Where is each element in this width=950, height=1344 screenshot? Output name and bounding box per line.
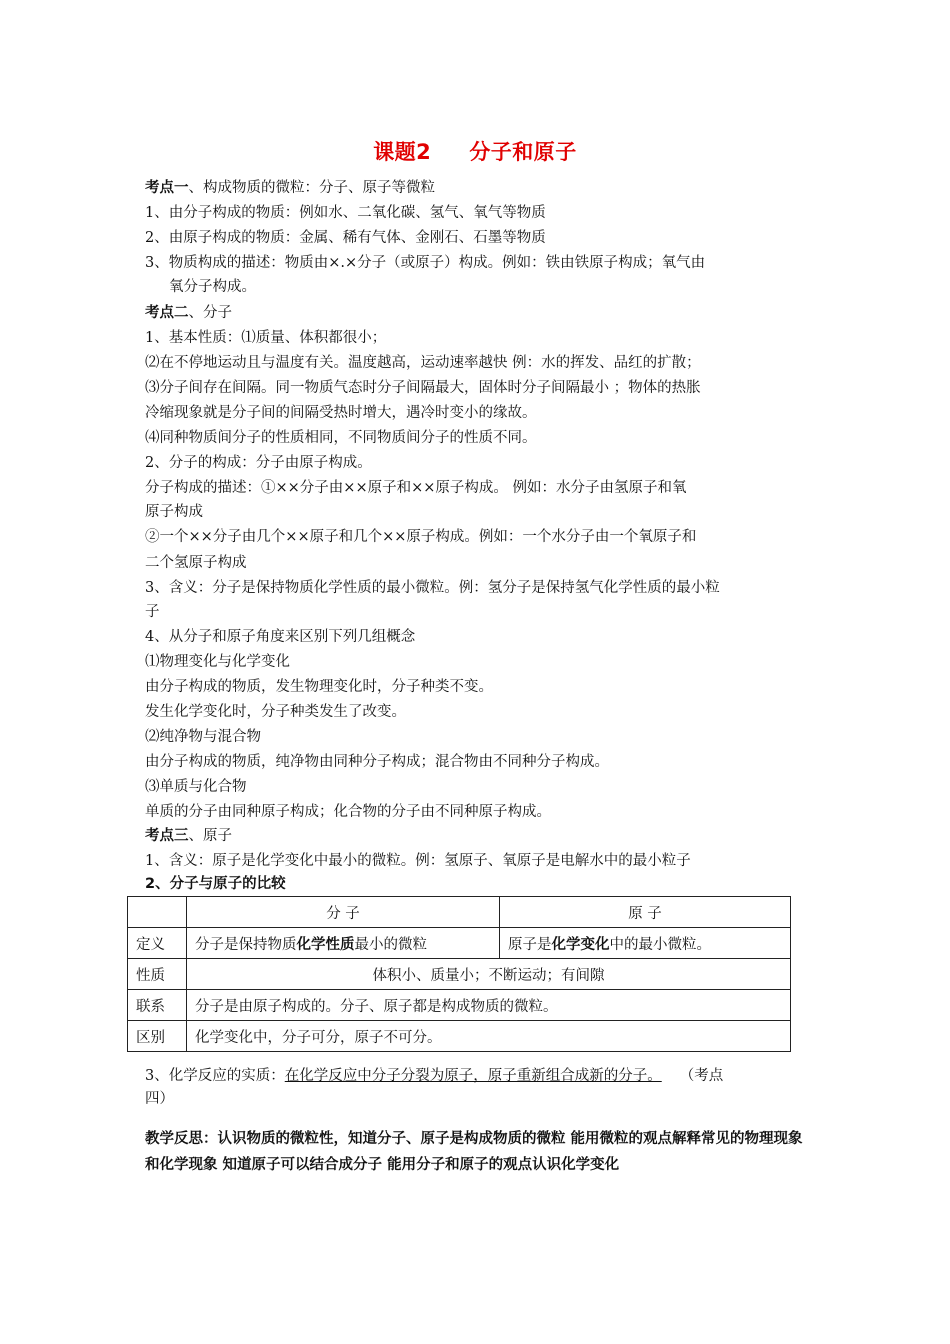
s1-line3b: 氧分子构成。 [169, 279, 256, 295]
table-header-row [128, 897, 791, 928]
title-lesson: 课题2 [373, 140, 432, 164]
relation-text: 分子是由原子构成的。分子、原子都是构成物质的微粒。 [187, 990, 791, 1021]
s2-line5: ⑷同种物质间分子的性质相同，不同物质间分子的性质不同。 [145, 430, 537, 446]
s3-line1: 1、含义：原子是化学变化中最小的微粒。例：氢原子、氧原子是电解水中的最小粒子 [145, 853, 691, 869]
s2-line12: 子 [145, 604, 160, 620]
s2-line1: 1、基本性质：⑴质量、体积都很小； [145, 330, 387, 346]
header-molecule: 分 子 [187, 897, 500, 928]
s2-line6: 2、分子的构成：分子由原子构成。 [145, 455, 372, 471]
s2-line19: ⑶单质与化合物 [145, 779, 247, 795]
s2-line7: 分子构成的描述：①××分子由××原子和××原子构成。 例如：水分子由氢原子和氧 [145, 480, 687, 496]
table-row [128, 1021, 791, 1052]
table-corner-cell [128, 897, 187, 928]
definition-atom: 原子是化学变化中的最小微粒。 [500, 928, 791, 959]
header-atom: 原 子 [500, 897, 791, 928]
definition-molecule: 分子是保持物质化学性质最小的微粒 [187, 928, 500, 959]
page-title [0, 136, 950, 166]
s2-line17: ⑵纯净物与混合物 [145, 729, 261, 745]
s2-line20: 单质的分子由同种原子构成；化合物的分子由不同种原子构成。 [145, 804, 551, 820]
reaction-essence-line: 3、化学反应的实质：在化学反应中分子分裂为原子，原子重新组合成新的分子。 （考点 [145, 1068, 724, 1084]
s3-line2: 2、分子与原子的比较 [145, 876, 286, 892]
s1-line1: 1、由分子构成的物质：例如水、二氧化碳、氢气、氧气等物质 [145, 205, 546, 221]
s2-line13: 4、从分子和原子角度来区别下列几组概念 [145, 629, 416, 645]
comparison-table [127, 896, 791, 1052]
title-topic: 分子和原子 [469, 140, 577, 164]
row-label-definition: 定义 [128, 928, 187, 959]
s2-line4: 冷缩现象就是分子间的间隔受热时增大，遇冷时变小的缘故。 [145, 405, 537, 421]
table-row [128, 990, 791, 1021]
s2-line11: 3、含义：分子是保持物质化学性质的最小微粒。例：氢分子是保持氢气化学性质的最小粒 [145, 580, 720, 596]
s2-line9: ②一个××分子由几个××原子和几个××原子构成。例如：一个水分子由一个氧原子和 [145, 529, 697, 545]
s2-line16: 发生化学变化时，分子种类发生了改变。 [145, 704, 406, 720]
reaction-essence-line2: 四） [145, 1091, 174, 1107]
s2-line15: 由分子构成的物质，发生物理变化时，分子种类不变。 [145, 679, 493, 695]
teaching-reflection: 教学反思：认识物质的微粒性，知道分子、原子是构成物质的微粒 能用微粒的观点解释常见的物理现象和化学现象 知道原子可以结合成分子 能用分子和原子的观点认识化学变化 [145, 1131, 803, 1173]
s2-line10: 二个氢原子构成 [145, 555, 247, 571]
section2-heading: 考点二、分子 [145, 305, 232, 321]
s2-line18: 由分子构成的物质，纯净物由同种分子构成；混合物由不同种分子构成。 [145, 754, 609, 770]
s2-line14: ⑴物理变化与化学变化 [145, 654, 290, 670]
table-row [128, 928, 791, 959]
section3-heading: 考点三、原子 [145, 828, 232, 844]
row-label-relation: 联系 [128, 990, 187, 1021]
property-text: 体积小、质量小；不断运动；有间隙 [187, 959, 791, 990]
section1-heading: 考点一、构成物质的微粒：分子、原子等微粒 [145, 180, 435, 196]
table-row [128, 959, 791, 990]
row-label-difference: 区别 [128, 1021, 187, 1052]
row-label-property: 性质 [128, 959, 187, 990]
difference-text: 化学变化中，分子可分，原子不可分。 [187, 1021, 791, 1052]
s1-line3a: 3、物质构成的描述：物质由×.×分子（或原子）构成。例如：铁由铁原子构成；氧气由 [145, 255, 706, 271]
s2-line2: ⑵在不停地运动且与温度有关。温度越高，运动速率越快 例：水的挥发、品红的扩散； [145, 355, 701, 371]
s1-line2: 2、由原子构成的物质：金属、稀有气体、金刚石、石墨等物质 [145, 230, 546, 246]
s2-line8: 原子构成 [145, 504, 203, 520]
s2-line3: ⑶分子间存在间隔。同一物质气态时分子间隔最大，固体时分子间隔最小 ；物体的热胀 [145, 380, 701, 396]
